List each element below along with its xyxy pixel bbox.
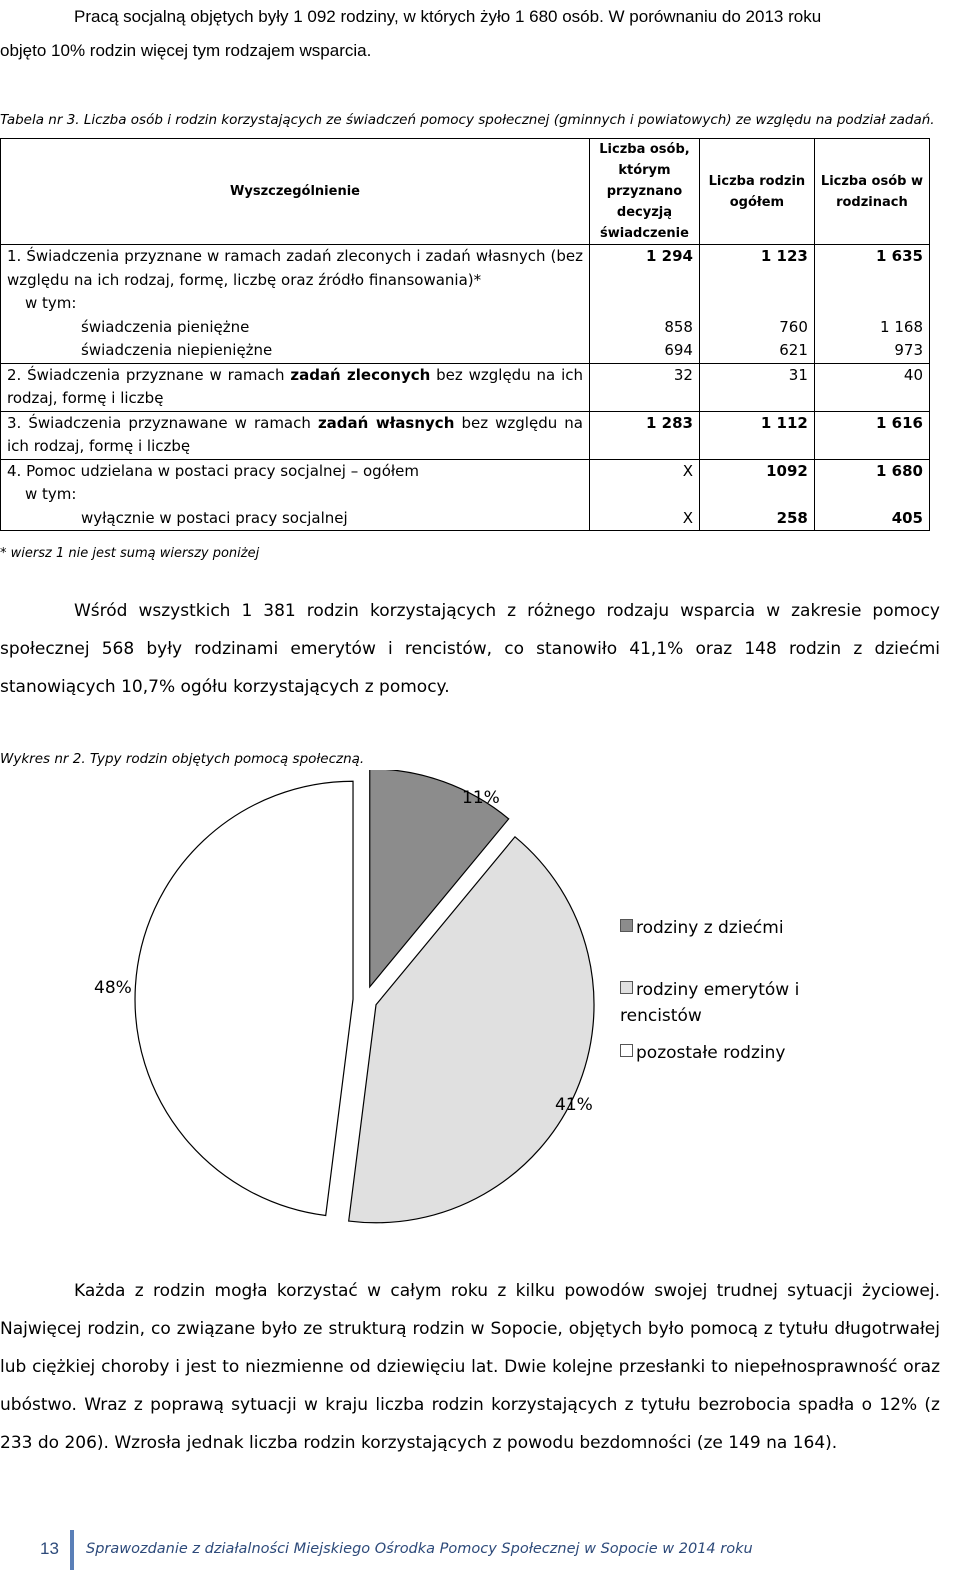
chart-caption: Wykres nr 2. Typy rodzin objętych pomocą społeczną.	[0, 751, 365, 767]
legend-item	[620, 1040, 785, 1066]
footer-divider	[70, 1530, 74, 1570]
cell-value: 31	[699, 363, 814, 411]
table-caption: Tabela nr 3. Liczba osób i rodzin korzystających ze świadczeń pomocy społecznej (gminnych i powiatowych) ze względu na podział zadań.	[0, 112, 935, 128]
table-header-row	[1, 139, 930, 245]
intro-line-2: objęto 10% rodzin więcej tym rodzajem wsparcia.	[0, 41, 372, 60]
table-row	[1, 316, 930, 340]
row-text: Świadczenia przyznawane w ramach	[28, 413, 318, 432]
cell-value: 973	[814, 339, 929, 363]
legend-swatch	[620, 919, 633, 932]
row-number: 1.	[7, 247, 22, 265]
header-liczba-osob-rodzinach: Liczba osób w rodzinach	[814, 139, 929, 245]
legend-swatch	[620, 1044, 633, 1057]
row-label: wyłącznie w postaci pracy socjalnej	[1, 507, 590, 531]
table-row	[1, 459, 930, 483]
cell-value: 1 294	[590, 245, 700, 293]
table-row	[1, 292, 930, 316]
row-text: Pomoc udzielana w postaci pracy socjalnej – ogółem	[26, 461, 419, 480]
table-row	[1, 363, 930, 411]
table-row	[1, 339, 930, 363]
footer-title: Sprawozdanie z działalności Miejskiego Ośrodka Pomocy Społecznej w Sopocie w 2014 roku	[86, 1541, 753, 1557]
cell-value: X	[590, 507, 700, 531]
header-wyszczegolnienie: Wyszczególnienie	[1, 139, 590, 245]
intro-line-1: Pracą socjalną objętych były 1 092 rodziny, w których żyło 1 680 osób. W porównaniu do 2013 roku	[74, 7, 822, 26]
row-text-bold: zadań własnych	[317, 413, 455, 432]
pie-chart	[100, 770, 640, 1250]
cell-value: 621	[699, 339, 814, 363]
row-label: świadczenia niepieniężne	[1, 339, 590, 363]
cell-value: 858	[590, 316, 700, 340]
row-label: w tym:	[1, 483, 590, 507]
legend-label: pozostałe rodziny	[636, 1043, 786, 1063]
legend-label: rodziny emerytów i rencistów	[620, 980, 800, 1026]
row-number: 3.	[7, 413, 22, 432]
cell-value: 694	[590, 339, 700, 363]
cell-value: 32	[590, 363, 700, 411]
row-label: w tym:	[1, 292, 590, 316]
row-number: 2.	[7, 365, 22, 384]
data-table	[0, 138, 930, 531]
paragraph-2: Każda z rodzin mogła korzystać w całym roku z kilku powodów swojej trudnej sytuacji życiowej. Najwięcej rodzin, co związane było ze strukturą rodzin w Sopocie, objętych było pomocą z tytułu długotrwałej lub ciężkiej choroby i jest to niezmienne od dziewięciu lat. Dwie kolejne przesłanki to niepełnosprawność oraz ubóstwo. Wraz z poprawą sytuacji w kraju liczba rodzin korzystających z tytułu bezrobocia spadła o 12% (z 233 do 206). Wzrosła jednak liczba rodzin korzystających z powodu bezdomności (ze 149 na 164).	[0, 1281, 940, 1453]
cell-value: 405	[814, 507, 929, 531]
cell-value: 1 680	[814, 459, 929, 483]
table-footnote: * wiersz 1 nie jest sumą wierszy poniżej	[0, 546, 260, 561]
row-text-bold: zadań zleconych	[290, 365, 431, 384]
row-label: świadczenia pieniężne	[1, 316, 590, 340]
cell-value: X	[590, 459, 700, 483]
legend-label: rodziny z dziećmi	[636, 918, 784, 938]
pie-label: 41%	[555, 1095, 593, 1115]
legend-swatch	[620, 981, 633, 994]
cell-value: 1092	[699, 459, 814, 483]
paragraph-1: Wśród wszystkich 1 381 rodzin korzystających z różnego rodzaju wsparcia w zakresie pomocy społecznej 568 były rodzinami emerytów i rencistów, co stanowiło 41,1% oraz 148 rodzin z dziećmi stanowiących 10,7% ogółu korzystających z pomocy.	[0, 601, 940, 697]
cell-value: 258	[699, 507, 814, 531]
cell-value: 760	[699, 316, 814, 340]
cell-value: 1 112	[699, 411, 814, 459]
cell-value: 1 168	[814, 316, 929, 340]
cell-value: 1 283	[590, 411, 700, 459]
pie-slice	[135, 781, 353, 1215]
table-row	[1, 507, 930, 531]
legend-item	[620, 915, 784, 941]
table-row	[1, 483, 930, 507]
page-number: 13	[40, 1539, 59, 1558]
row-text: Świadczenia przyznane w ramach zadań zleconych i zadań własnych (bez względu na ich rodzaj, formę, liczbę oraz źródło finansowania)*	[7, 247, 583, 289]
table-row	[1, 245, 930, 293]
legend-item	[620, 977, 820, 1029]
header-liczba-rodzin: Liczba rodzin ogółem	[699, 139, 814, 245]
row-number: 4.	[7, 461, 22, 480]
cell-value: 1 123	[699, 245, 814, 293]
intro-paragraph	[0, 0, 940, 68]
header-liczba-osob-decyzja: Liczba osób, którym przyznano decyzją świadczenie	[590, 139, 700, 245]
cell-value: 1 616	[814, 411, 929, 459]
cell-value: 1 635	[814, 245, 929, 293]
row-text: Świadczenia przyznane w ramach	[27, 365, 291, 384]
pie-label: 48%	[94, 978, 132, 998]
row-text: bez względu na ich rodzaj, formę i liczbę	[7, 413, 583, 455]
table-row	[1, 411, 930, 459]
pie-label: 11%	[462, 788, 500, 808]
cell-value: 40	[814, 363, 929, 411]
row-text: bez względu na ich rodzaj, formę i liczbę	[7, 365, 584, 407]
